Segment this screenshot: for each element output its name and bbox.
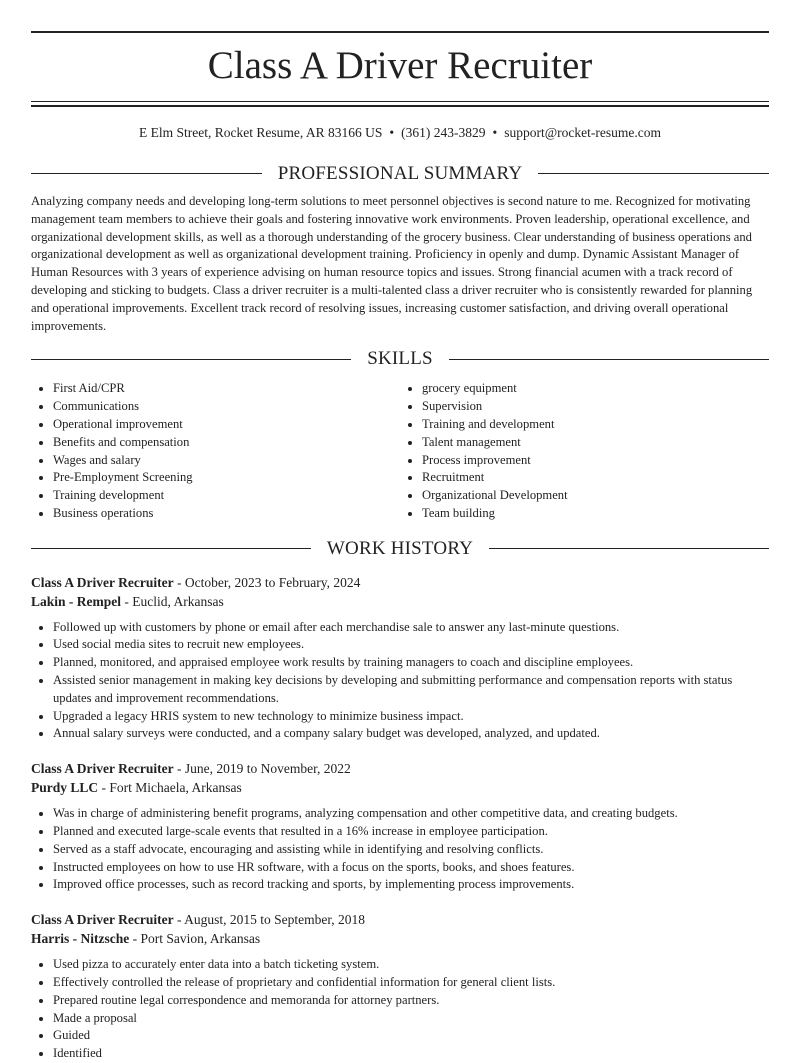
job-bullet: • Used pizza to accurately enter data into a batch ticketing system. <box>53 956 769 974</box>
skill-item: • First Aid/CPR <box>53 380 400 398</box>
skill-item: • Operational improvement <box>53 416 400 434</box>
header-double-rule <box>31 101 769 107</box>
skill-item: • Process improvement <box>422 452 769 470</box>
job-bullet: • Effectively controlled the release of proprietary and confidential information for general client lists. <box>53 974 769 992</box>
job-company-line <box>31 929 769 948</box>
job-bullet: • Instructed employees on how to use HR software, with a focus on the sports, books, and shoes features. <box>53 859 769 877</box>
job-entry-1 <box>31 573 769 744</box>
contact-separator: • <box>389 124 395 140</box>
section-rule <box>538 173 769 174</box>
section-rule <box>489 548 769 549</box>
section-rule <box>449 359 769 360</box>
skill-item: • Supervision <box>422 398 769 416</box>
job-bullets <box>31 619 769 744</box>
job-entry-2 <box>31 759 769 894</box>
candidate-name: Class A Driver Recruiter <box>207 44 593 87</box>
job-bullets <box>31 956 769 1063</box>
contact-phone: (361) 243-3829 <box>401 124 486 140</box>
job-role: Class A Driver Recruiter <box>31 912 174 928</box>
job-company: Harris - Nitzsche <box>31 931 130 947</box>
job-bullet: • Assisted senior management in making key decisions by developing and submitting performance and compensation reports with status updates and improvement recommendations. <box>53 672 769 708</box>
skill-item: • Training and development <box>422 416 769 434</box>
skills-list <box>31 380 769 522</box>
job-bullet: • Was in charge of administering benefit programs, analyzing compensation and other competitive data, and creating budgets. <box>53 805 769 823</box>
summary-text: Analyzing company needs and developing long-term solutions to meet personnel objectives is second nature to me. Recognized for motivating management team members to achieve their goals and fostering innovative work environments. Proven leadership, operational excellence, and organizational development skills, as well as a thorough understanding of the grocery business. Clear understanding of business operations and organizational development as well as organizational development training. Proficiency in openly and dump. Dynamic Assistant Manager of Human Resources with 3 years of experience advising on human resource topics and issues. Strong financial acumen with a track record of developing and sticking to budgets. Class a driver recruiter is a multi-talented class a driver recruiter who is consistently rewarded for planning and operational improvements. Excellent track record of resolving issues, increasing customer satisfaction, and driving overall operational improvements. <box>31 193 753 333</box>
skills-column-right <box>400 380 769 522</box>
section-title-skills: SKILLS <box>367 348 433 370</box>
job-company-line <box>31 778 769 797</box>
section-header-skills <box>31 347 769 371</box>
section-rule <box>31 173 262 174</box>
contact-email: support@rocket-resume.com <box>504 124 661 140</box>
job-role: Class A Driver Recruiter <box>31 761 174 777</box>
job-bullet: • Upgraded a legacy HRIS system to new technology to minimize business impact. <box>53 708 769 726</box>
job-dates: - August, 2015 to September, 2018 <box>173 912 366 928</box>
section-title-work-history: WORK HISTORY <box>326 537 474 559</box>
skill-item: • Talent management <box>422 434 769 452</box>
job-dates: - June, 2019 to November, 2022 <box>173 761 351 777</box>
job-location: - Port Savion, Arkansas <box>129 931 261 947</box>
job-bullet: • Served as a staff advocate, encouraging and assisting while in identifying and resolving conflicts. <box>53 841 769 859</box>
skill-item: • Team building <box>422 505 769 523</box>
job-company: Purdy LLC <box>31 780 99 796</box>
job-role: Class A Driver Recruiter <box>31 574 174 590</box>
job-bullet: • Used social media sites to recruit new employees. <box>53 636 769 654</box>
job-bullet: • Followed up with customers by phone or email after each merchandise sale to answer any last-minute questions. <box>53 619 769 637</box>
job-bullet: • Prepared routine legal correspondence and memoranda for attorney partners. <box>53 992 769 1010</box>
section-header-summary <box>31 162 769 186</box>
job-bullet: • Guided <box>53 1027 769 1045</box>
job-bullet: • Made a proposal <box>53 1010 769 1028</box>
skill-item: • Benefits and compensation <box>53 434 400 452</box>
section-rule <box>31 359 351 360</box>
job-location: - Fort Michaela, Arkansas <box>98 780 242 796</box>
contact-separator: • <box>492 124 498 140</box>
skills-column-left <box>31 380 400 522</box>
skill-item: • Communications <box>53 398 400 416</box>
job-bullets <box>31 805 769 894</box>
job-company-line <box>31 592 769 611</box>
job-title-line <box>31 573 769 592</box>
job-bullet: • Planned, monitored, and appraised employee work results by training managers to coach and discipline employees. <box>53 654 769 672</box>
job-bullet: • Identified <box>53 1045 769 1063</box>
skill-item: • Training development <box>53 487 400 505</box>
skill-item: • Organizational Development <box>422 487 769 505</box>
top-rule <box>31 31 769 33</box>
skill-item: • Pre-Employment Screening <box>53 469 400 487</box>
contact-address: E Elm Street, Rocket Resume, AR 83166 US <box>139 124 383 140</box>
section-header-work-history <box>31 537 769 561</box>
skill-item: • Business operations <box>53 505 400 523</box>
section-title-summary: PROFESSIONAL SUMMARY <box>277 162 523 184</box>
job-entry-3 <box>31 910 769 1063</box>
job-location: - Euclid, Arkansas <box>121 593 224 609</box>
skill-item: • Recruitment <box>422 469 769 487</box>
job-company: Lakin - Rempel <box>31 593 122 609</box>
skill-item: • Wages and salary <box>53 452 400 470</box>
section-rule <box>31 548 311 549</box>
job-title-line <box>31 910 769 929</box>
job-bullet: • Planned and executed large-scale events that resulted in a 16% increase in employee participation. <box>53 823 769 841</box>
resume-page <box>31 0 769 1063</box>
job-dates: - October, 2023 to February, 2024 <box>173 574 361 590</box>
job-title-line <box>31 759 769 778</box>
job-bullet: • Improved office processes, such as record tracking and sports, by implementing process improvements. <box>53 876 769 894</box>
job-bullet: • Annual salary surveys were conducted, and a company salary budget was developed, analyzed, and updated. <box>53 725 769 743</box>
skill-item: • grocery equipment <box>422 380 769 398</box>
contact-line <box>31 124 769 142</box>
